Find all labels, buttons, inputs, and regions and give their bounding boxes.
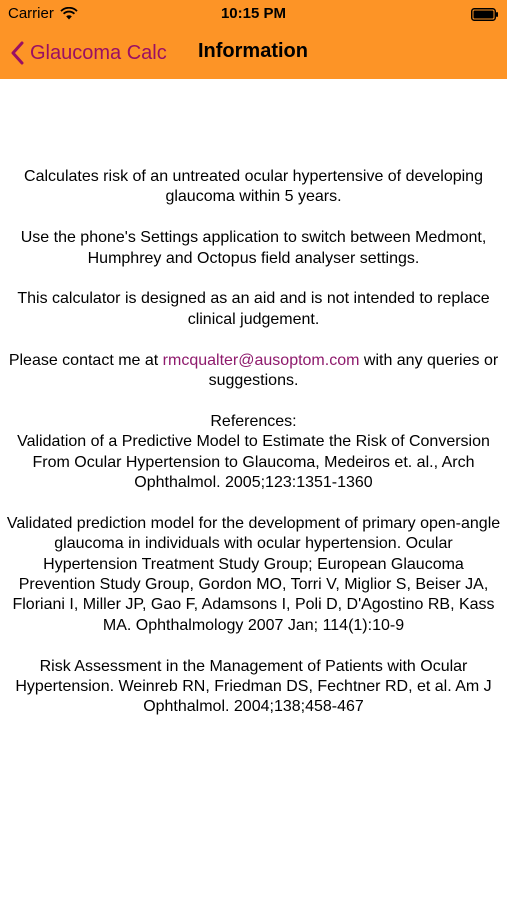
references-heading: References: <box>210 412 297 430</box>
disclaimer-paragraph: This calculator is designed as an aid and is not intended to replace clinical judgement. <box>17 290 490 328</box>
contact-paragraph <box>0 351 507 392</box>
status-bar <box>0 0 507 28</box>
reference-3: Risk Assessment in the Management of Patients with Ocular Hypertension. Weinreb RN, Friedman DS, Fechtner RD, et al. Am J Ophthalmol. 2004;138;458-467 <box>15 657 492 716</box>
reference-1 <box>0 412 507 494</box>
battery-icon <box>471 8 499 21</box>
reference-1-text: Validation of a Predictive Model to Estimate the Risk of Conversion From Ocular Hypertension to Glaucoma, Medeiros et. al., Arch Ophthalmol. 2005;123:1351-1360 <box>17 433 490 492</box>
carrier-label: Carrier <box>8 5 54 22</box>
reference-2: Validated prediction model for the development of primary open-angle glaucoma in individuals with ocular hypertension. Ocular Hypertension Treatment Study Group; European Glaucoma Prevention Study Group, Gordon MO, Torri V, Miglior S, Beiser JA, Floriani I, Miller JP, Gao F, Adamsons I, Poli D, D'Agostino RB, Kass MA. Ophthalmology 2007 Jan; 114(1):10-9 <box>6 514 501 634</box>
contact-prefix: Please contact me at <box>8 351 163 369</box>
email-link[interactable]: rmcqualter@ausoptom.com <box>162 351 360 369</box>
back-button-label: Glaucoma Calc <box>30 41 167 64</box>
chevron-left-icon <box>10 41 24 65</box>
navbar <box>0 28 507 79</box>
back-button[interactable] <box>10 38 167 68</box>
info-content <box>0 167 507 738</box>
settings-paragraph: Use the phone's Settings application to switch between Medmont, Humphrey and Octopus field analyser settings. <box>20 229 487 267</box>
description-paragraph: Calculates risk of an untreated ocular hypertensive of developing glaucoma within 5 years. <box>24 168 483 206</box>
page-title: Information <box>198 40 308 62</box>
navigation-header <box>0 0 507 79</box>
contact-suffix: with any queries or suggestions. <box>208 351 499 390</box>
status-time: 10:15 PM <box>220 5 287 22</box>
